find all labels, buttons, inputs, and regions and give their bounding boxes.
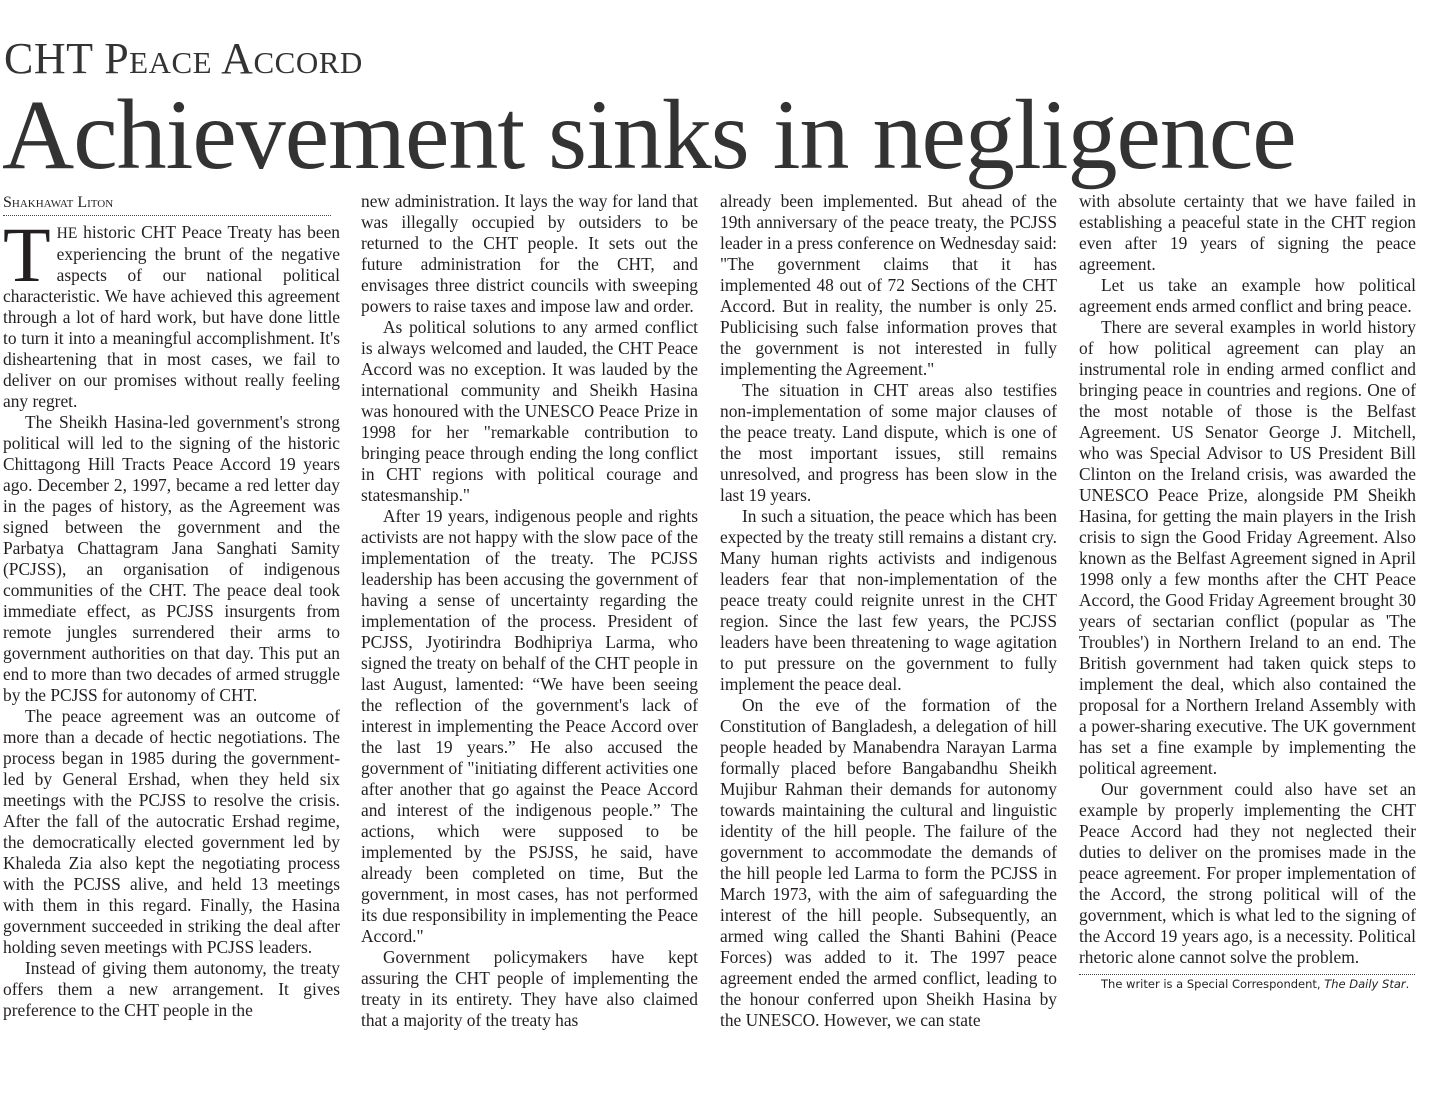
lead-paragraph xyxy=(3,211,340,412)
lead-text: historic CHT Peace Treaty has been experiencing the brunt of the negative aspects of our national political characteristic. We have achieved this agreement through a lot of hard work, but have done little to turn it into a meaningful accomplishment. It's disheartening that in most cases, we fail to deliver on our promises without really feeling any regret. xyxy=(3,222,340,411)
column-4 xyxy=(1079,191,1416,1116)
paragraph: In such a situation, the peace which has been expected by the treaty still remains a distant cry. Many human rights activists and indigenous leaders fear that non-implementation of the peace treaty could reignite unrest in the CHT region. Since the last few years, the PCJSS leaders have been threatening to wage agitation to put pressure on the government to fully implement the peace deal. xyxy=(720,506,1057,694)
column-3 xyxy=(720,191,1057,1116)
column-1 xyxy=(3,191,340,1116)
byline: Shakhawat Liton xyxy=(3,191,331,216)
author-note xyxy=(1079,975,1416,993)
paragraph: Let us take an example how political agreement ends armed conflict and bring peace. xyxy=(1079,275,1416,316)
column-2 xyxy=(361,191,698,1116)
kicker: CHT Peace Accord xyxy=(4,34,363,83)
paragraph: On the eve of the formation of the Constitution of Bangladesh, a delegation of hill people headed by Manabendra Narayan Larma formally placed before Bangabandhu Sheikh Mujibur Rahman their demands for autonomy towards maintaining the cultural and linguistic identity of the hill people. The failure of the government to accommodate the demands of the hill people led Larma to form the PCJSS in March 1973, with the aim of safeguarding the interest of the hill people. Subsequently, an armed wing called the Shanti Bahini (Peace Forces) was added to it. The 1997 peace agreement ended the armed conflict, leading to the honour conferred upon Sheikh Hasina by the UNESCO. However, we can state xyxy=(720,695,1057,1030)
lead-caps: HE xyxy=(56,225,78,242)
paragraph: Instead of giving them autonomy, the treaty offers them a new arrangement. It gives preference to the CHT people in the xyxy=(3,958,340,1020)
paragraph: Government policymakers have kept assuring the CHT people of implementing the treaty in its entirety. They have also claimed that a majority of the treaty has xyxy=(361,947,698,1030)
paragraph: Our government could also have set an example by properly implementing the CHT Peace Accord had they not neglected their duties to deliver on the promises made in the peace agreement. For proper implementation of the Accord, the strong political will of the government, which is what led to the signing of the Accord 19 years ago, is a necessity. Political rhetoric alone cannot solve the problem. xyxy=(1079,779,1416,967)
paragraph-continued: with absolute certainty that we have failed in establishing a peaceful state in the CHT region even after 19 years of signing the peace agreement. xyxy=(1079,191,1416,274)
paragraph: The Sheikh Hasina-led government's strong political will led to the signing of the historic Chittagong Hill Tracts Peace Accord 19 years ago. December 2, 1997, became a red letter day in the pages of history, as the Agreement was signed between the government and the Parbatya Chattagram Jana Sanghati Samity (PCJSS), an organisation of indigenous communities of the CHT. The peace deal took immediate effect, as PCJSS insurgents from remote jungles surrendered their arms to government authorities on that day. This put an end to more than two decades of armed struggle by the PCJSS for autonomy of CHT. xyxy=(3,412,340,705)
paragraph: There are several examples in world history of how political agreement can play an instrumental role in ending armed conflict and bringing peace in countries and regions. One of the most notable of those is the Belfast Agreement. US Senator George J. Mitchell, who was Special Advisor to US President Bill Clinton on the Ireland crisis, was awarded the UNESCO Peace Prize, alongside PM Sheikh Hasina, for getting the main players in the Irish crisis to sign the Good Friday Agreement. Also known as the Belfast Agreement signed in April 1998 only a few months after the CHT Peace Accord, the Good Friday Agreement brought 30 years of sectarian conflict (popular as 'The Troubles') in Northern Ireland to an end. The British government had taken quick steps to implement the deal, which also contained the proposal for a Northern Ireland Assembly with a power-sharing executive. The UK government has set a fine example by implementing the political agreement. xyxy=(1079,317,1416,778)
paragraph: After 19 years, indigenous people and rights activists are not happy with the slow pace of the implementation of the treaty. The PCJSS leadership has been accusing the government of having a sense of uncertainty regarding the implementation of the process. President of PCJSS, Jyotirindra Bodhipriya Larma, who signed the treaty on behalf of the CHT people in last August, lamented: “We have been seeing the reflection of the government's lack of interest in implementing the Peace Accord over the last 19 years.” He also accused the government of "initiating different activities one after another that go against the Peace Accord and interest of the indigenous people.” The actions, which were supposed to be implemented by the PSJSS, he said, have already been completed on time, But the government, in most cases, has not performed its due responsibility in implementing the Peace Accord." xyxy=(361,506,698,946)
paragraph: The situation in CHT areas also testifies non-implementation of some major clauses of the peace treaty. Land dispute, which is one of the most important issues, still remains unresolved, and progress has been slow in the last 19 years. xyxy=(720,380,1057,505)
paragraph: As political solutions to any armed conflict is always welcomed and lauded, the CHT Peace Accord was no exception. It was lauded by the international community and Sheikh Hasina was honoured with the UNESCO Peace Prize in 1998 for her "remarkable contribution to bringing peace through ending the long conflict in CHT regions with political courage and statesmanship." xyxy=(361,317,698,505)
paragraph-continued: already been implemented. But ahead of the 19th anniversary of the peace treaty, the PCJSS leader in a press conference on Wednesday said: "The government claims that it has implemented 48 out of 72 Sections of the CHT Accord. But in reality, the number is only 25. Publicising such false information proves that the government is not interested in fully implementing the Agreement." xyxy=(720,191,1057,379)
drop-cap: T xyxy=(3,211,51,298)
author-note-text: The writer is a Special Correspondent, xyxy=(1101,977,1325,991)
publication-name: The Daily Star xyxy=(1324,977,1406,991)
headline: Achievement sinks in negligence xyxy=(2,79,1296,190)
paragraph: The peace agreement was an outcome of more than a decade of hectic negotiations. The process began in 1985 during the government-led by General Ershad, when they held six meetings with the PCJSS to resolve the crisis. After the fall of the autocratic Ershad regime, the democratically elected government led by Khaleda Zia also kept the negotiating process with the PCJSS alive, and held 13 meetings with them in this regard. Finally, the Hasina government succeeded in striking the deal after holding seven meetings with PCJSS leaders. xyxy=(3,706,340,957)
paragraph-continued: new administration. It lays the way for land that was illegally occupied by outsiders to be returned to the CHT people. It sets out the future administration for the CHT, and envisages three district councils with sweeping powers to raise taxes and impose law and order. xyxy=(361,191,698,316)
author-note-end: . xyxy=(1405,977,1410,991)
